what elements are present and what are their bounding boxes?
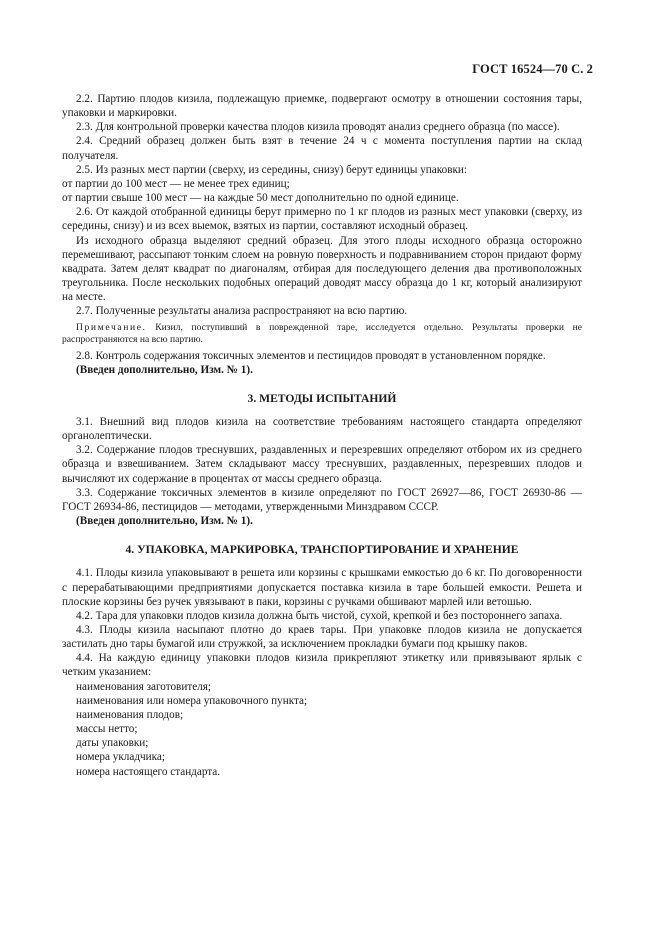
section-3-test-methods: [62, 415, 582, 528]
paragraph: массы нетто;: [76, 723, 138, 736]
paragraph: наименования заготовителя;: [76, 680, 212, 693]
paragraph: наименования плодов;: [76, 708, 184, 721]
paragraph: 3.1. Внешний вид плодов кизила на соответствие требованиям настоящего стандарта определяют органолептически.: [62, 415, 582, 443]
paragraph: номера укладчика;: [76, 751, 165, 764]
paragraph: номера настоящего стандарта.: [76, 765, 221, 778]
paragraph: 2.8. Контроль содержания токсичных элементов и пестицидов проводят в установленном порядке.: [76, 349, 546, 362]
section-2-toxic-control: [62, 349, 582, 377]
paragraph: 2.3. Для контрольной проверки качества плодов кизила проводят анализ среднего образца (по массе).: [76, 121, 560, 134]
note: [62, 322, 582, 346]
paragraph: 4.4. На каждую единицу упаковки плодов кизила прикрепляют этикетку или привязывают ярлык с четким указанием:: [62, 652, 582, 679]
paragraph: 3.2. Содержание плодов треснувших, раздавленных и перезревших определяют отбором их из среднего образца и взвешиванием. Затем складывают массу треснувших, раздавленных, перезревших плодов и вычисляют их содержание в процентах от массы среднего образца.: [62, 444, 582, 485]
section-4-title: 4. УПАКОВКА, МАРКИРОВКА, ТРАНСПОРТИРОВАНИЕ И ХРАНЕНИЕ: [125, 543, 519, 557]
paragraph: 2.7. Полученные результаты анализа распространяют на всю партию.: [76, 305, 408, 318]
amendment-note: (Введен дополнительно, Изм. № 1).: [76, 515, 253, 528]
section-2-acceptance: [62, 92, 582, 319]
paragraph: 4.3. Плоды кизила насыпают плотно до краев тары. При упаковке плодов кизила не допускается застилать дно тары бумагой или стружкой, за исключением прокладки бумаги под крышку паков.: [62, 624, 582, 651]
paragraph: от партии до 100 мест — не менее трех единиц;: [62, 177, 290, 190]
paragraph: 2.2. Партию плодов кизила, подлежащую приемке, подвергают осмотру в отношении состояния тары, упаковки и маркировки.: [62, 93, 582, 120]
document-body: [62, 92, 582, 779]
paragraph: даты упаковки;: [76, 737, 149, 750]
amendment-note: (Введен дополнительно, Изм. № 1).: [76, 363, 253, 376]
paragraph: 4.2. Тара для упаковки плодов кизила должна быть чистой, сухой, крепкой и без постороннего запаха.: [76, 609, 563, 622]
note-text: Кизил, поступивший в поврежденной таре, исследуется отдельно. Результаты проверки не распространяются на всю партию.: [62, 321, 582, 345]
paragraph: 4.1. Плоды кизила упаковывают в решета или корзины с крышками емкостью до 6 кг. По договоренности с перерабатывающими предприятиями допускается поставка кизила в таре большей емкости. Решета и плоские корзины без ручек увязывают в паки, корзины с ручками обшивают марлей или ветошью.: [62, 567, 582, 608]
paragraph: 2.5. Из разных мест партии (сверху, из середины, снизу) берут единицы упаковки:: [76, 163, 468, 176]
paragraph: от партии свыше 100 мест — на каждые 50 мест дополнительно по одной единице.: [62, 192, 459, 205]
paragraph: 3.3. Содержание токсичных элементов в кизиле определяют по ГОСТ 26927—86, ГОСТ 26930-86 — ГОСТ 26934-86, пестицидов — методами, утвержденными Минздравом СССР.: [62, 486, 582, 513]
section-4-packaging: [62, 566, 582, 778]
section-3-title: 3. МЕТОДЫ ИСПЫТАНИЙ: [247, 391, 397, 405]
paragraph: 2.6. От каждой отобранной единицы берут примерно по 1 кг плодов из разных мест упаковки (сверху, из середины, снизу) и из всех выемок, взятых из партии, составляют исходный образец.: [62, 206, 582, 233]
paragraph: наименования или номера упаковочного пункта;: [76, 694, 308, 707]
paragraph: Из исходного образца выделяют средний образец. Для этого плоды исходного образца осторожно перемешивают, рассыпают тонким слоем на ровную поверхность и подравниванием сторон придают форму квадрата. Затем делят квадрат по диагоналям, отбирая для последующего деления два противоположных треугольника. После нескольких подобных операций доводят массу образца до 1 кг, который анализируют на месте.: [62, 234, 582, 304]
note-label: Примечание.: [76, 321, 147, 333]
paragraph: 2.4. Средний образец должен быть взят в течение 24 ч с момента поступления партии на склад получателя.: [62, 135, 582, 162]
page-header-standard: ГОСТ 16524—70 С. 2: [472, 62, 593, 76]
